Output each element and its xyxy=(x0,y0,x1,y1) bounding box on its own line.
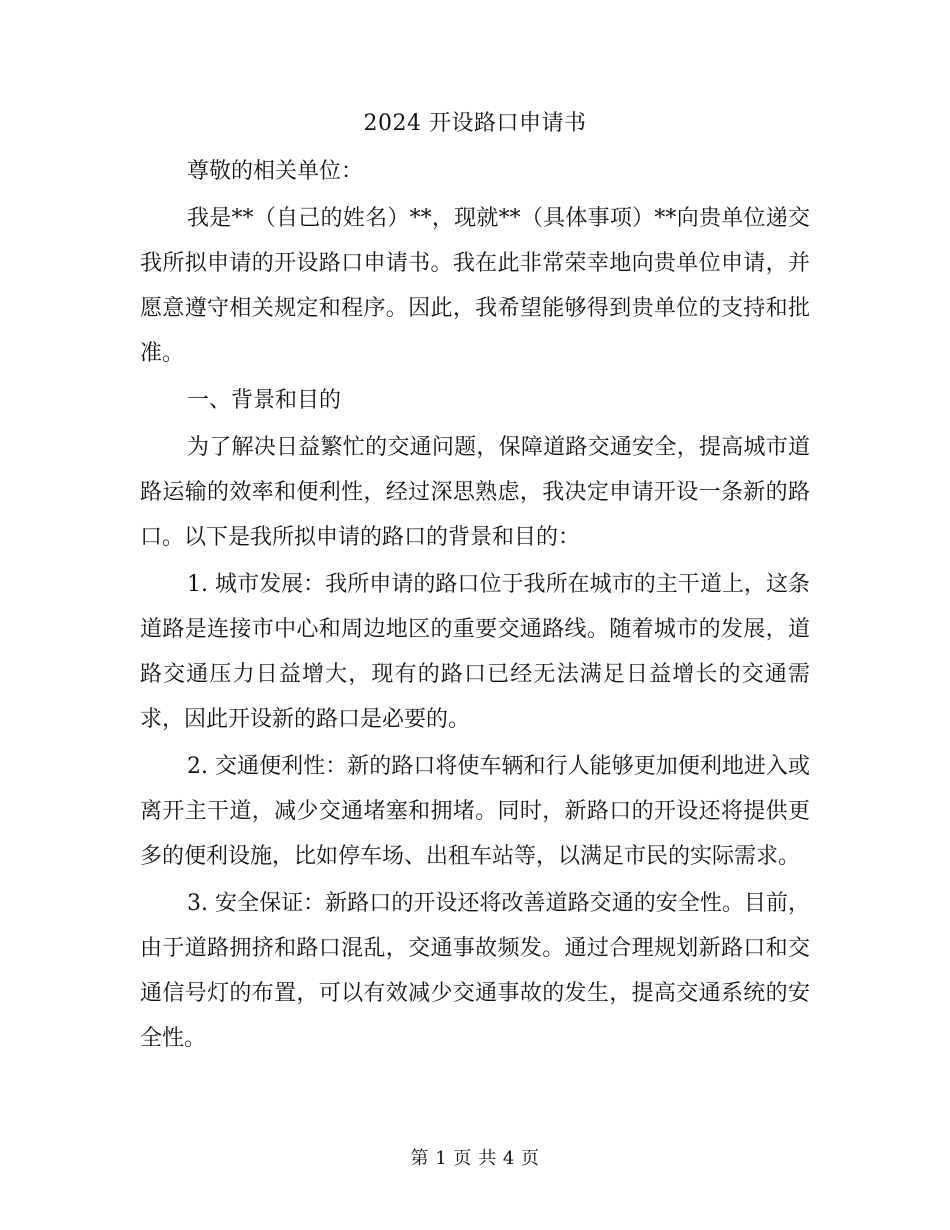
list-item-safety: 3. 安全保证：新路口的开设还将改善道路交通的安全性。目前，由于道路拥挤和路口混乱，交通事故频发。通过合理规划新路口和交通信号灯的布置，可以有效减少交通事故的发生，提高交通系统的安全性。 xyxy=(140,891,810,1051)
section-heading: 一、背景和目的 xyxy=(187,388,342,413)
intro-paragraph: 我是**（自己的姓名）**，现就**（具体事项）**向贵单位递交我所拟申请的开设路口申请书。我在此非常荣幸地向贵单位申请，并愿意遵守相关规定和程序。因此，我希望能够得到贵单位的支持和批准。 xyxy=(140,206,810,366)
background-paragraph: 为了解决日益繁忙的交通问题，保障道路交通安全，提高城市道路运输的效率和便利性，经过深思熟虑，我决定申请开设一条新的路口。以下是我所拟申请的路口的背景和目的： xyxy=(140,435,810,550)
salutation: 尊敬的相关单位： xyxy=(187,159,364,184)
list-item-traffic-convenience: 2. 交通便利性：新的路口将使车辆和行人能够更加便利地进入或离开主干道，减少交通堵塞和拥堵。同时，新路口的开设还将提供更多的便利设施，比如停车场、出租车站等，以满足市民的实际需求。 xyxy=(140,754,810,869)
document-body xyxy=(140,106,810,1061)
page-footer: 第 1 页 共 4 页 xyxy=(410,1148,540,1169)
list-item-urban-development: 1. 城市发展：我所申请的路口位于我所在城市的主干道上，这条道路是连接市中心和周边地区的重要交通路线。随着城市的发展，道路交通压力日益增大，现有的路口已经无法满足日益增长的交通需求，因此开设新的路口是必要的。 xyxy=(140,572,810,732)
document-title: 2024 开设路口申请书 xyxy=(363,111,587,136)
